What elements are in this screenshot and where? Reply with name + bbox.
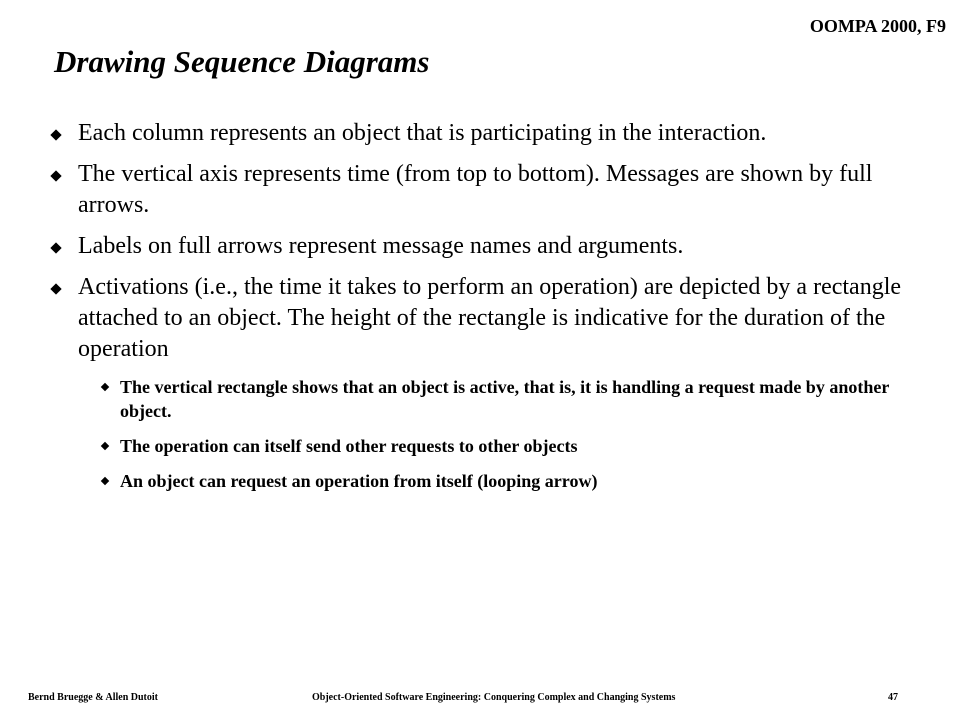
bullet-item xyxy=(52,159,912,221)
subbullet-text: An object can request an operation from itself (looping arrow) xyxy=(120,471,598,491)
diamond-bullet-icon xyxy=(50,283,61,294)
bullet-text: Each column represents an object that is participating in the interaction. xyxy=(78,120,767,146)
subbullet-item xyxy=(98,434,912,458)
slide-title: Drawing Sequence Diagrams xyxy=(54,44,430,79)
subbullet-item xyxy=(98,375,912,423)
small-diamond-bullet-icon xyxy=(101,477,109,485)
bullet-text: Labels on full arrows represent message names and arguments. xyxy=(78,233,684,259)
course-code: OOMPA 2000, F9 xyxy=(809,16,946,36)
bullet-text: The vertical axis represents time (from top to bottom). Messages are shown by full arrows. xyxy=(78,161,873,218)
bullet-text: Activations (i.e., the time it takes to perform an operation) are depicted by a rectangle attached to an object. The height of the rectangle is indicative for the duration of the operation xyxy=(78,274,902,362)
subbullet-item xyxy=(98,469,912,493)
bullet-list xyxy=(52,118,912,504)
bullet-item xyxy=(52,231,912,262)
subbullet-list xyxy=(78,375,912,493)
diamond-bullet-icon xyxy=(50,170,61,181)
bullet-item xyxy=(52,118,912,149)
small-diamond-bullet-icon xyxy=(101,442,109,450)
diamond-bullet-icon xyxy=(50,242,61,253)
diamond-bullet-icon xyxy=(50,129,61,140)
small-diamond-bullet-icon xyxy=(101,383,109,391)
subbullet-text: The operation can itself send other requests to other objects xyxy=(120,436,578,456)
footer-book-title: Object-Oriented Software Engineering: Conquering Complex and Changing Systems xyxy=(312,692,676,703)
bullet-item xyxy=(52,272,912,493)
footer-authors: Bernd Bruegge & Allen Dutoit xyxy=(28,692,158,703)
subbullet-text: The vertical rectangle shows that an object is active, that is, it is handling a request made by another object. xyxy=(120,377,889,421)
page-number: 47 xyxy=(888,692,898,703)
